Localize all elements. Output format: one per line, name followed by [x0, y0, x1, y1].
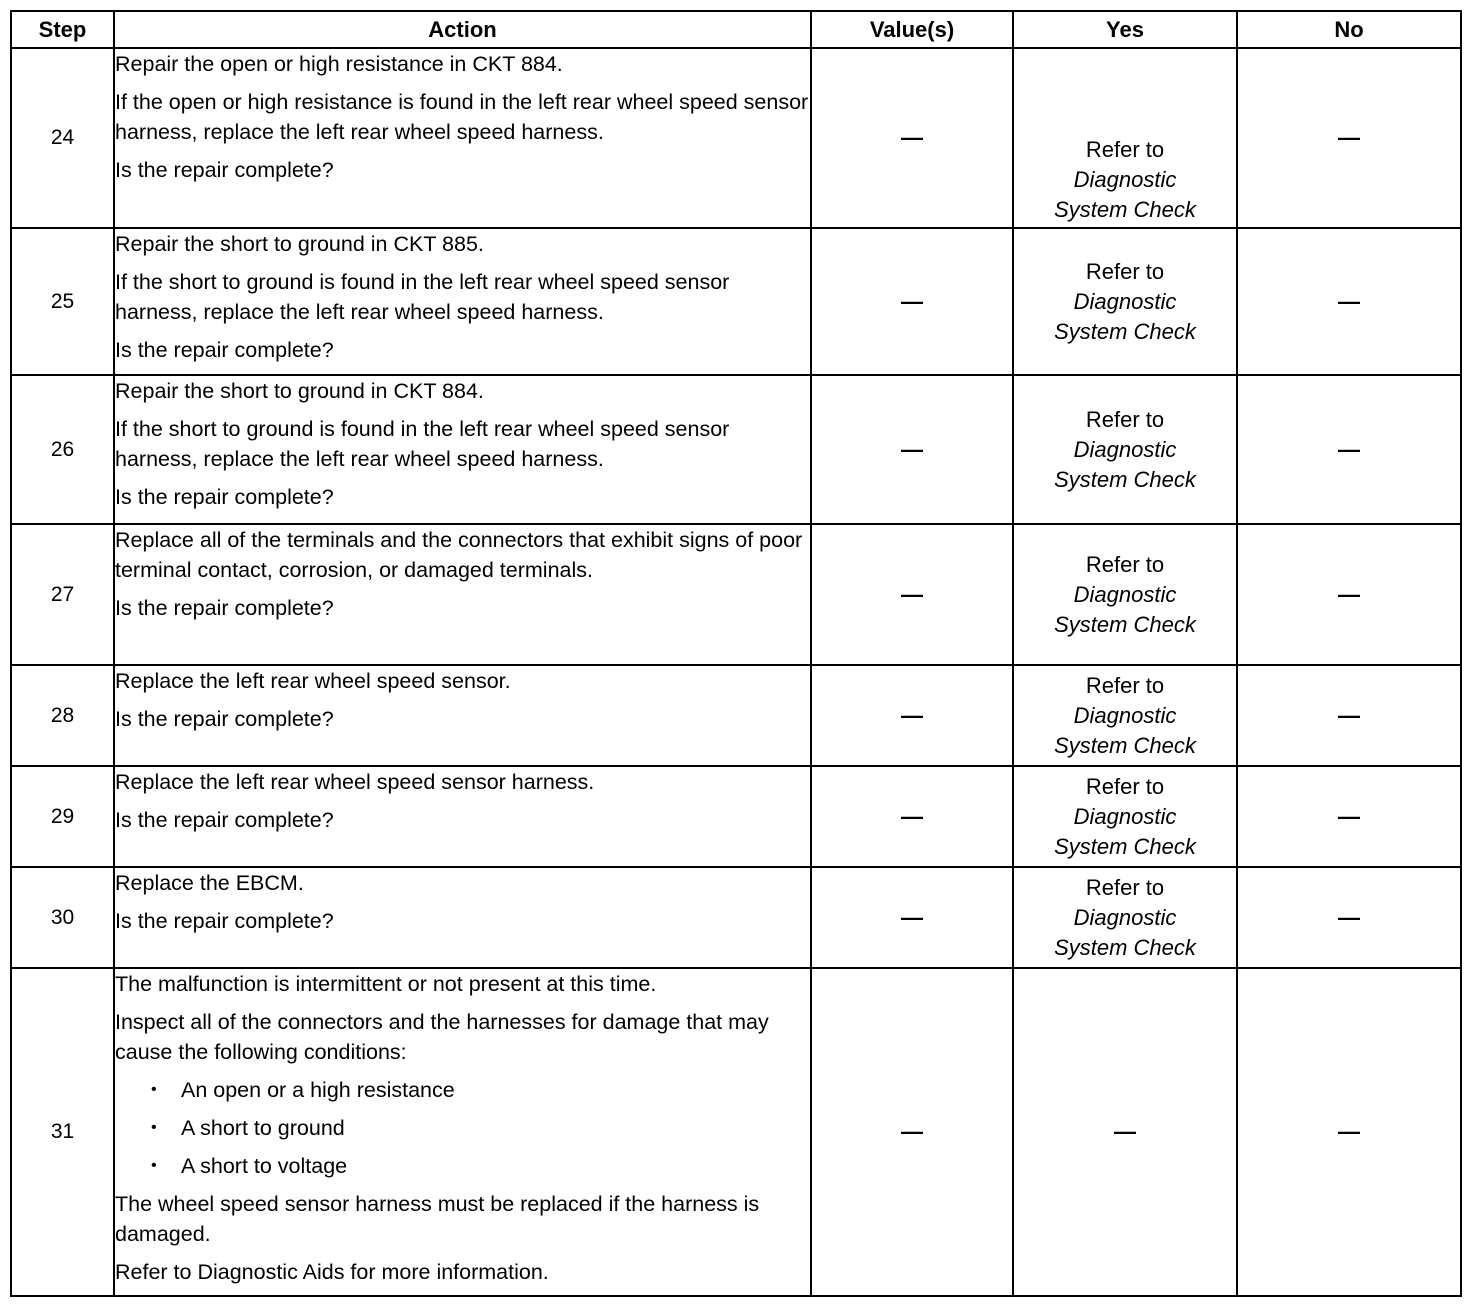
action-text: Inspect all of the connectors and the harnesses for damage that may cause the following conditions:	[115, 1010, 769, 1064]
refer-diagnostic-text: Diagnostic	[1073, 904, 1177, 930]
value-cell: —	[811, 375, 1013, 524]
no-cell: —	[1237, 228, 1461, 375]
action-cell	[114, 48, 811, 228]
no-cell: —	[1237, 665, 1461, 766]
diagnostic-table	[10, 10, 1462, 1297]
value-cell: —	[811, 766, 1013, 867]
list-item: • A short to voltage	[181, 1151, 810, 1181]
action-text: Repair the short to ground in CKT 885.	[115, 232, 484, 256]
refer-diagnostic-text: Diagnostic	[1073, 288, 1177, 314]
no-cell: —	[1237, 867, 1461, 968]
no-cell: —	[1237, 968, 1461, 1296]
condition-list	[115, 1075, 810, 1181]
value-cell: —	[811, 524, 1013, 665]
action-text: The wheel speed sensor harness must be replaced if the harness is damaged.	[115, 1192, 760, 1246]
action-text: Refer to Diagnostic Aids for more information.	[115, 1260, 549, 1284]
action-text: If the short to ground is found in the left rear wheel speed sensor harness, replace the left rear wheel speed harness.	[115, 417, 730, 471]
action-text: The malfunction is intermittent or not present at this time.	[115, 972, 657, 996]
refer-system-check-text: System Check	[1054, 318, 1196, 344]
yes-cell	[1013, 867, 1237, 968]
step-number: 31	[11, 968, 114, 1296]
action-text: If the short to ground is found in the left rear wheel speed sensor harness, replace the left rear wheel speed harness.	[115, 270, 730, 324]
yes-cell	[1013, 766, 1237, 867]
table-row	[11, 665, 1461, 766]
yes-cell: —	[1013, 968, 1237, 1296]
yes-cell	[1013, 228, 1237, 375]
action-text: Is the repair complete?	[115, 707, 334, 731]
action-text: Is the repair complete?	[115, 485, 334, 509]
action-cell	[114, 524, 811, 665]
refer-to-text: Refer to	[1085, 874, 1165, 900]
step-number: 28	[11, 665, 114, 766]
header-values: Value(s)	[811, 11, 1013, 48]
value-cell: —	[811, 228, 1013, 375]
refer-diagnostic-text: Diagnostic	[1073, 803, 1177, 829]
refer-system-check-text: System Check	[1054, 833, 1196, 859]
action-text: Is the repair complete?	[115, 338, 334, 362]
no-cell: —	[1237, 375, 1461, 524]
refer-to-text: Refer to	[1085, 672, 1165, 698]
action-text: Replace all of the terminals and the connectors that exhibit signs of poor terminal contact, corrosion, or damaged terminals.	[115, 528, 803, 582]
refer-system-check-text: System Check	[1054, 466, 1196, 492]
step-number: 27	[11, 524, 114, 665]
action-cell	[114, 766, 811, 867]
refer-system-check-text: System Check	[1054, 611, 1196, 637]
refer-diagnostic-text: Diagnostic	[1073, 167, 1177, 192]
step-number: 26	[11, 375, 114, 524]
refer-diagnostic-text: Diagnostic	[1073, 702, 1177, 728]
table-row	[11, 375, 1461, 524]
no-cell: —	[1237, 524, 1461, 665]
list-item: • An open or a high resistance	[181, 1075, 810, 1105]
action-text: Is the repair complete?	[115, 596, 334, 620]
refer-to-text: Refer to	[1085, 551, 1165, 577]
refer-system-check-text: System Check	[1054, 934, 1196, 960]
action-text: If the open or high resistance is found in the left rear wheel speed sensor harness, replace the left rear wheel speed harness.	[115, 90, 809, 144]
action-text: Is the repair complete?	[115, 158, 334, 182]
table-row	[11, 968, 1461, 1296]
header-row	[11, 11, 1461, 48]
list-item: • A short to ground	[181, 1113, 810, 1143]
step-number: 25	[11, 228, 114, 375]
action-text: Repair the short to ground in CKT 884.	[115, 379, 484, 403]
header-action: Action	[114, 11, 811, 48]
no-cell: —	[1237, 766, 1461, 867]
action-cell	[114, 867, 811, 968]
refer-system-check-text: System Check	[1054, 732, 1196, 758]
refer-to-text: Refer to	[1085, 137, 1165, 162]
step-number: 29	[11, 766, 114, 867]
refer-to-text: Refer to	[1085, 773, 1165, 799]
action-text: Is the repair complete?	[115, 808, 334, 832]
refer-to-text: Refer to	[1085, 406, 1165, 432]
table-row	[11, 524, 1461, 665]
table-row	[11, 867, 1461, 968]
action-text: Repair the open or high resistance in CKT 884.	[115, 52, 563, 76]
action-text: Is the repair complete?	[115, 909, 334, 933]
action-cell	[114, 665, 811, 766]
no-cell: —	[1237, 48, 1461, 228]
value-cell: —	[811, 665, 1013, 766]
action-cell	[114, 228, 811, 375]
value-cell: —	[811, 968, 1013, 1296]
action-cell	[114, 968, 811, 1296]
action-text: Replace the EBCM.	[115, 871, 304, 895]
action-text: Replace the left rear wheel speed sensor harness.	[115, 770, 595, 794]
value-cell: —	[811, 867, 1013, 968]
refer-to-text: Refer to	[1085, 258, 1165, 284]
action-cell	[114, 375, 811, 524]
header-yes: Yes	[1013, 11, 1237, 48]
header-no: No	[1237, 11, 1461, 48]
yes-cell	[1013, 375, 1237, 524]
value-cell: —	[811, 48, 1013, 228]
refer-diagnostic-text: Diagnostic	[1073, 436, 1177, 462]
yes-cell	[1013, 524, 1237, 665]
refer-diagnostic-text: Diagnostic	[1073, 581, 1177, 607]
table-row	[11, 766, 1461, 867]
step-number: 30	[11, 867, 114, 968]
step-number: 24	[11, 48, 114, 228]
table-row	[11, 228, 1461, 375]
yes-cell	[1013, 48, 1237, 228]
action-text: Replace the left rear wheel speed sensor.	[115, 669, 511, 693]
table-row	[11, 48, 1461, 228]
yes-cell	[1013, 665, 1237, 766]
refer-system-check-text: System Check	[1054, 197, 1196, 222]
header-step: Step	[11, 11, 114, 48]
